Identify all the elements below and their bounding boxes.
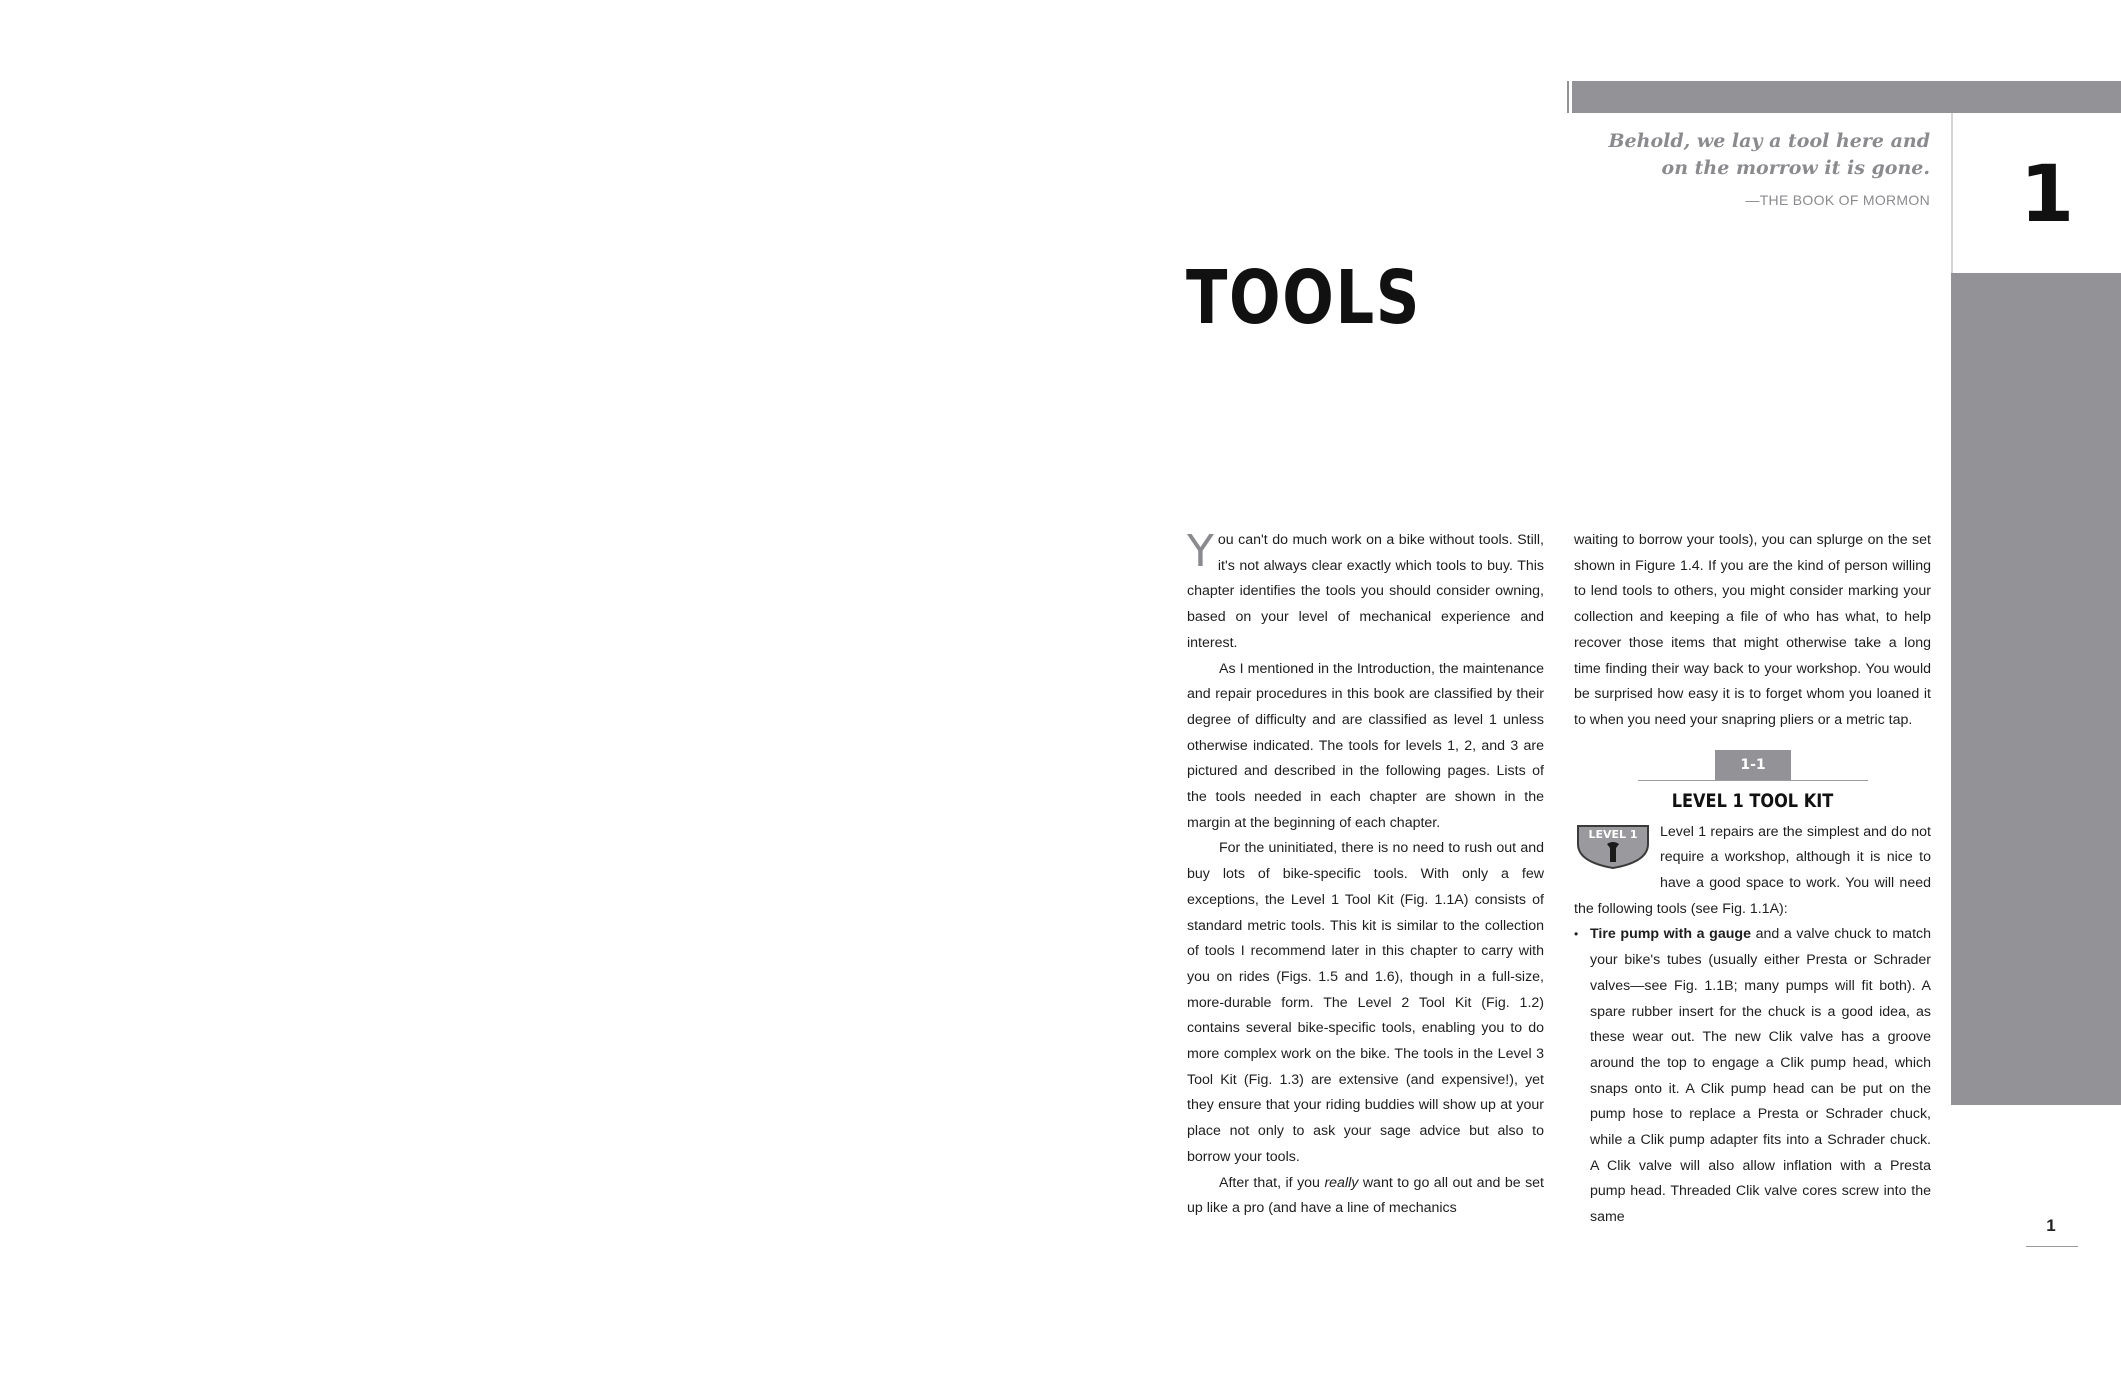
paragraph-4 [1187,1171,1544,1222]
chapter-number: 1 [2019,150,2073,240]
paragraph-4-end: want to go all out and be set up like a pro (and have a line of mechanics [1187,1174,1544,1217]
epigraph-line-2: on the morrow it is gone. [1661,157,1930,179]
folio-rule [2026,1246,2078,1247]
wrench-shield-icon [1574,822,1652,870]
side-gray-bar [1951,273,2121,1105]
page-number: 1 [2046,1216,2056,1235]
epigraph [1560,128,1930,208]
paragraph-3: For the uninitiated, there is no need to rush out and buy lots of bike-specific tools. With only a few exceptions, the Level 1 Tool Kit (Fig. 1.1A) consists of standard metric tools. This kit is similar to the collection of tools I recommend later in this chapter to carry with you on rides (Figs. 1.5 and 1.6), though in a full-size, more-durable form. The Level 2 Tool Kit (Fig. 1.2) contains several bike-specific tools, enabling you to do more complex work on the bike. The tools in the Level 3 Tool Kit (Fig. 1.3) are extensive (and expensive!), yet they ensure that your riding buddies will show up at your place not only to ask your sage advice but also to borrow your tools. [1187,840,1544,1165]
paragraph-1-text: ou can't do much work on a bike without tools. Still, it's not always clear exactly which tools to buy. This chapter identifies the tools you should consider owning, based on your level of mechanical experience and interest. [1187,532,1544,651]
list-item-text: and a valve chuck to match your bike's tubes (usually either Presta or Schrader valves—see Fig. 1.1B; many pumps will fit both). A spare rubber insert for the chuck is a good idea, as these wear out. The new Clik valve has a groove around the top to engage a Clik pump head, which snaps onto it. A Clik pump head can be put on the pump hose to replace a Presta or Schrader chuck, while a Clik pump adapter fits into a Schrader chuck. A Clik valve will also allow inflation with a Presta pump head. Threaded Clik valve cores screw into the same [1590,926,1931,1226]
chapter-title: TOOLS [1186,255,1422,341]
paragraph-4-start: After that, if you [1219,1174,1325,1191]
list-item [1574,922,1931,1230]
section-header [1574,750,1931,820]
section-title: LEVEL 1 TOOL KIT [1671,789,1834,812]
section-number-badge: 1-1 [1715,750,1791,780]
top-band-tick [1567,81,1569,113]
drop-cap: Y [1187,526,1214,577]
emphasis-really: really [1324,1174,1359,1191]
epigraph-quote [1560,128,1930,182]
paragraph-2: As I mentioned in the Introduction, the maintenance and repair procedures in this book are classified by their degree of difficulty and are classified as level 1 unless otherwise indicated. The tools for levels 1, 2, and 3 are pictured and described in the following pages. Lists of the tools needed in each chapter are shown in the margin at the beginning of each chapter. [1187,660,1544,831]
paragraph-6-text: Level 1 repairs are the simplest and do not require a workshop, although it is nice to have a good space to work. You will need the following tools (see Fig. 1.1A): [1574,823,1931,917]
level-badge-text: LEVEL 1 [1588,827,1638,841]
epigraph-source: —THE BOOK OF MORMON [1745,192,1930,208]
section-rule [1638,780,1868,781]
paragraph-1 [1187,528,1544,657]
top-gray-band [1572,81,2121,113]
paragraph-5: waiting to borrow your tools), you can splurge on the set shown in Figure 1.4. If you are the kind of person willing to lend tools to others, you might consider marking your collection and keeping a file of who has what, to help recover those items that might otherwise take a long time finding their way back to your workshop. You would be surprised how easy it is to forget whom you loaned it to when you need your snapring pliers or a metric tap. [1574,532,1931,728]
epigraph-line-1: Behold, we lay a tool here and [1608,130,1930,152]
list-item-term: Tire pump with a gauge [1590,926,1751,943]
body-column-left [1187,528,1544,1222]
paragraph-6 [1574,820,1931,923]
body-column-right [1574,528,1931,1231]
